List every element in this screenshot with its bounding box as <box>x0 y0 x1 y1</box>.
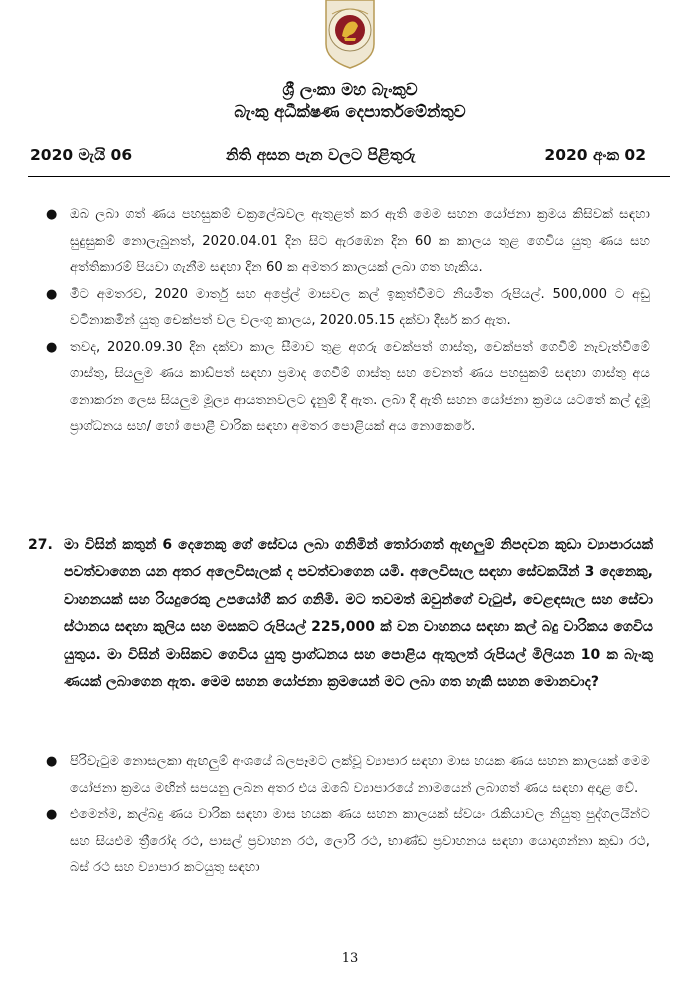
bullet-icon: ● <box>46 807 58 822</box>
list-item-text: ඔබ ලබා ගත් ණය පහසුකම් චක්‍රලේඛවල ඇතුළත් කර ඇති මෙම සහන යෝජනා ක්‍රමය කිසිවක් සඳහා සුදුසුකම් නොලැබුනත්, 2020.04.01 දින සිට ඇරඹෙන දින 60 ක කාලය තුළ ගෙවිය යුතු ණය සහ අත්තිකාරම් පියවා ගැනීම සඳහා දින 60 ක අමතර කාලයක් ලබා ගත හැකිය. <box>70 207 650 275</box>
answer-list <box>0 749 700 882</box>
bullet-icon: ● <box>46 207 58 222</box>
question-text: මා විසින් කතුන් 6 දෙනෙකු ගේ සේවය ලබා ගනිමින් තෝරාගත් ඇඟලුම් නිපදවන කුඩා ව්‍යාපාරයක් පවත්වාගෙන යන අතර අලෙවිසැලක් ද පවත්වාගෙන යමි. අලෙවිසැල සඳහා සේවකයින් 3 දෙනෙකු, වාහනයක් සහ රියදුරෙකු උපයෝගී කර ගනිමි. මට තවමත් ඔවුන්ගේ වැටුප්, වෙළඳසැල සහ සේවා ස්ථානය සඳහා කුලිය සහ මසකට රුපියල් 225,000 ක් වන වාහනය සඳහා කල් බදු වාරිකය ගෙවිය යුතුය. මා විසින් මාසිකව ගෙවිය යුතු ප්‍රාග්ධනය සහ පොළිය ඇතුලත් රුපියල් මිලියන 10 ක බැංකු ණයක් ලබාගෙන ඇත. මෙම සහන යෝජනා ක්‍රමයෙන් මට ලබා ගත හැකි සහන මොනවාද? <box>64 537 653 691</box>
list-item <box>0 282 700 335</box>
bullet-icon: ● <box>46 754 58 769</box>
header-divider <box>28 176 670 177</box>
list-item <box>0 202 700 282</box>
list-item-text: තවද, 2020.09.30 දින දක්වා කාල සීමාව තුළ අගරු චෙක්පත් ගාස්තු, චෙක්පත් ගෙවීම් නැවැත්වීමේ ගාස්තු, සියලුම ණය කාඩ්පත් සඳහා ප්‍රමාද ගෙවීම් ගාස්තු සහ වෙනත් ණය පහසුකම් සඳහා ගාස්තු අය නොකරන ලෙස සියලුම මූල්‍ය ආයතනවලට දැනුම් දී ඇත. ලබා දී ඇති සහන යෝජනා ක්‍රමය යටතේ කල් දැමූ ප්‍රාග්ධනය සහ/ හෝ පොළී වාරික සඳහා අමතර පොළියක් අය නොකෙරේ. <box>70 339 650 434</box>
list-item <box>0 749 700 802</box>
question-number: 27. <box>28 537 53 553</box>
bullet-icon: ● <box>46 339 58 355</box>
bank-name: ශ්‍රී ලංකා මහ බැංකුව <box>282 80 418 99</box>
document-date: 2020 මැයි 06 <box>30 146 133 164</box>
document-number: 2020 අංක 02 <box>544 146 646 164</box>
continued-answer-list <box>0 202 700 441</box>
list-item-text: මීට අමතරව, 2020 මාර්තු සහ අප්‍රේල් මාසවල කල් ඉකුත්වීමට නියමිත රුපියල්. 500,000 ට අඩු වටිනාකමින් යුතු චෙක්පත් වල වලංගු කාලය, 2020.05.15 දක්වා දීර්ඝ කර ඇත. <box>70 286 650 328</box>
department-name: බැංකු අධීක්ෂණ දෙපාර්තමේන්තුව <box>234 102 466 121</box>
document-title: නිති අසන පැන වලට පිළිතුරු <box>226 146 416 164</box>
list-item-text: පිරිවැටුම නොසලකා ඇඟලුම් අංශයේ බලපෑමට ලක්වූ ව්‍යාපාර සඳහා මාස හයක ණය සහන කාලයක් මෙම යෝජනා ක්‍රමය මඟින් සපයනු ලබන අතර එය ඔබේ ව්‍යාපාරයේ නාමයෙන් ලබාගත් ණය සඳහා අදාළ වේ. <box>70 754 650 796</box>
list-item <box>0 335 700 441</box>
central-bank-seal-logo <box>310 0 390 70</box>
question-27 <box>28 532 653 696</box>
page-number: 13 <box>341 951 359 966</box>
list-item-text: එමෙන්ම, කල්බදු ණය වාරික සඳහා මාස හයක ණය සහන කාලයක් ස්වයං රැකියාවල නියුතු පුද්ගලයින්ට සහ සියළුම ත්‍රීරෝද රථ, පාසල් ප්‍රවාහන රථ, ලොරි රථ, භාණ්ඩ ප්‍රවාහනය සඳහා යොදාගන්නා කුඩා රථ, බස් රථ සහ ව්‍යාපාර කටයුතු සඳහා <box>70 807 650 875</box>
list-item <box>0 802 700 882</box>
bullet-icon: ● <box>46 286 58 302</box>
